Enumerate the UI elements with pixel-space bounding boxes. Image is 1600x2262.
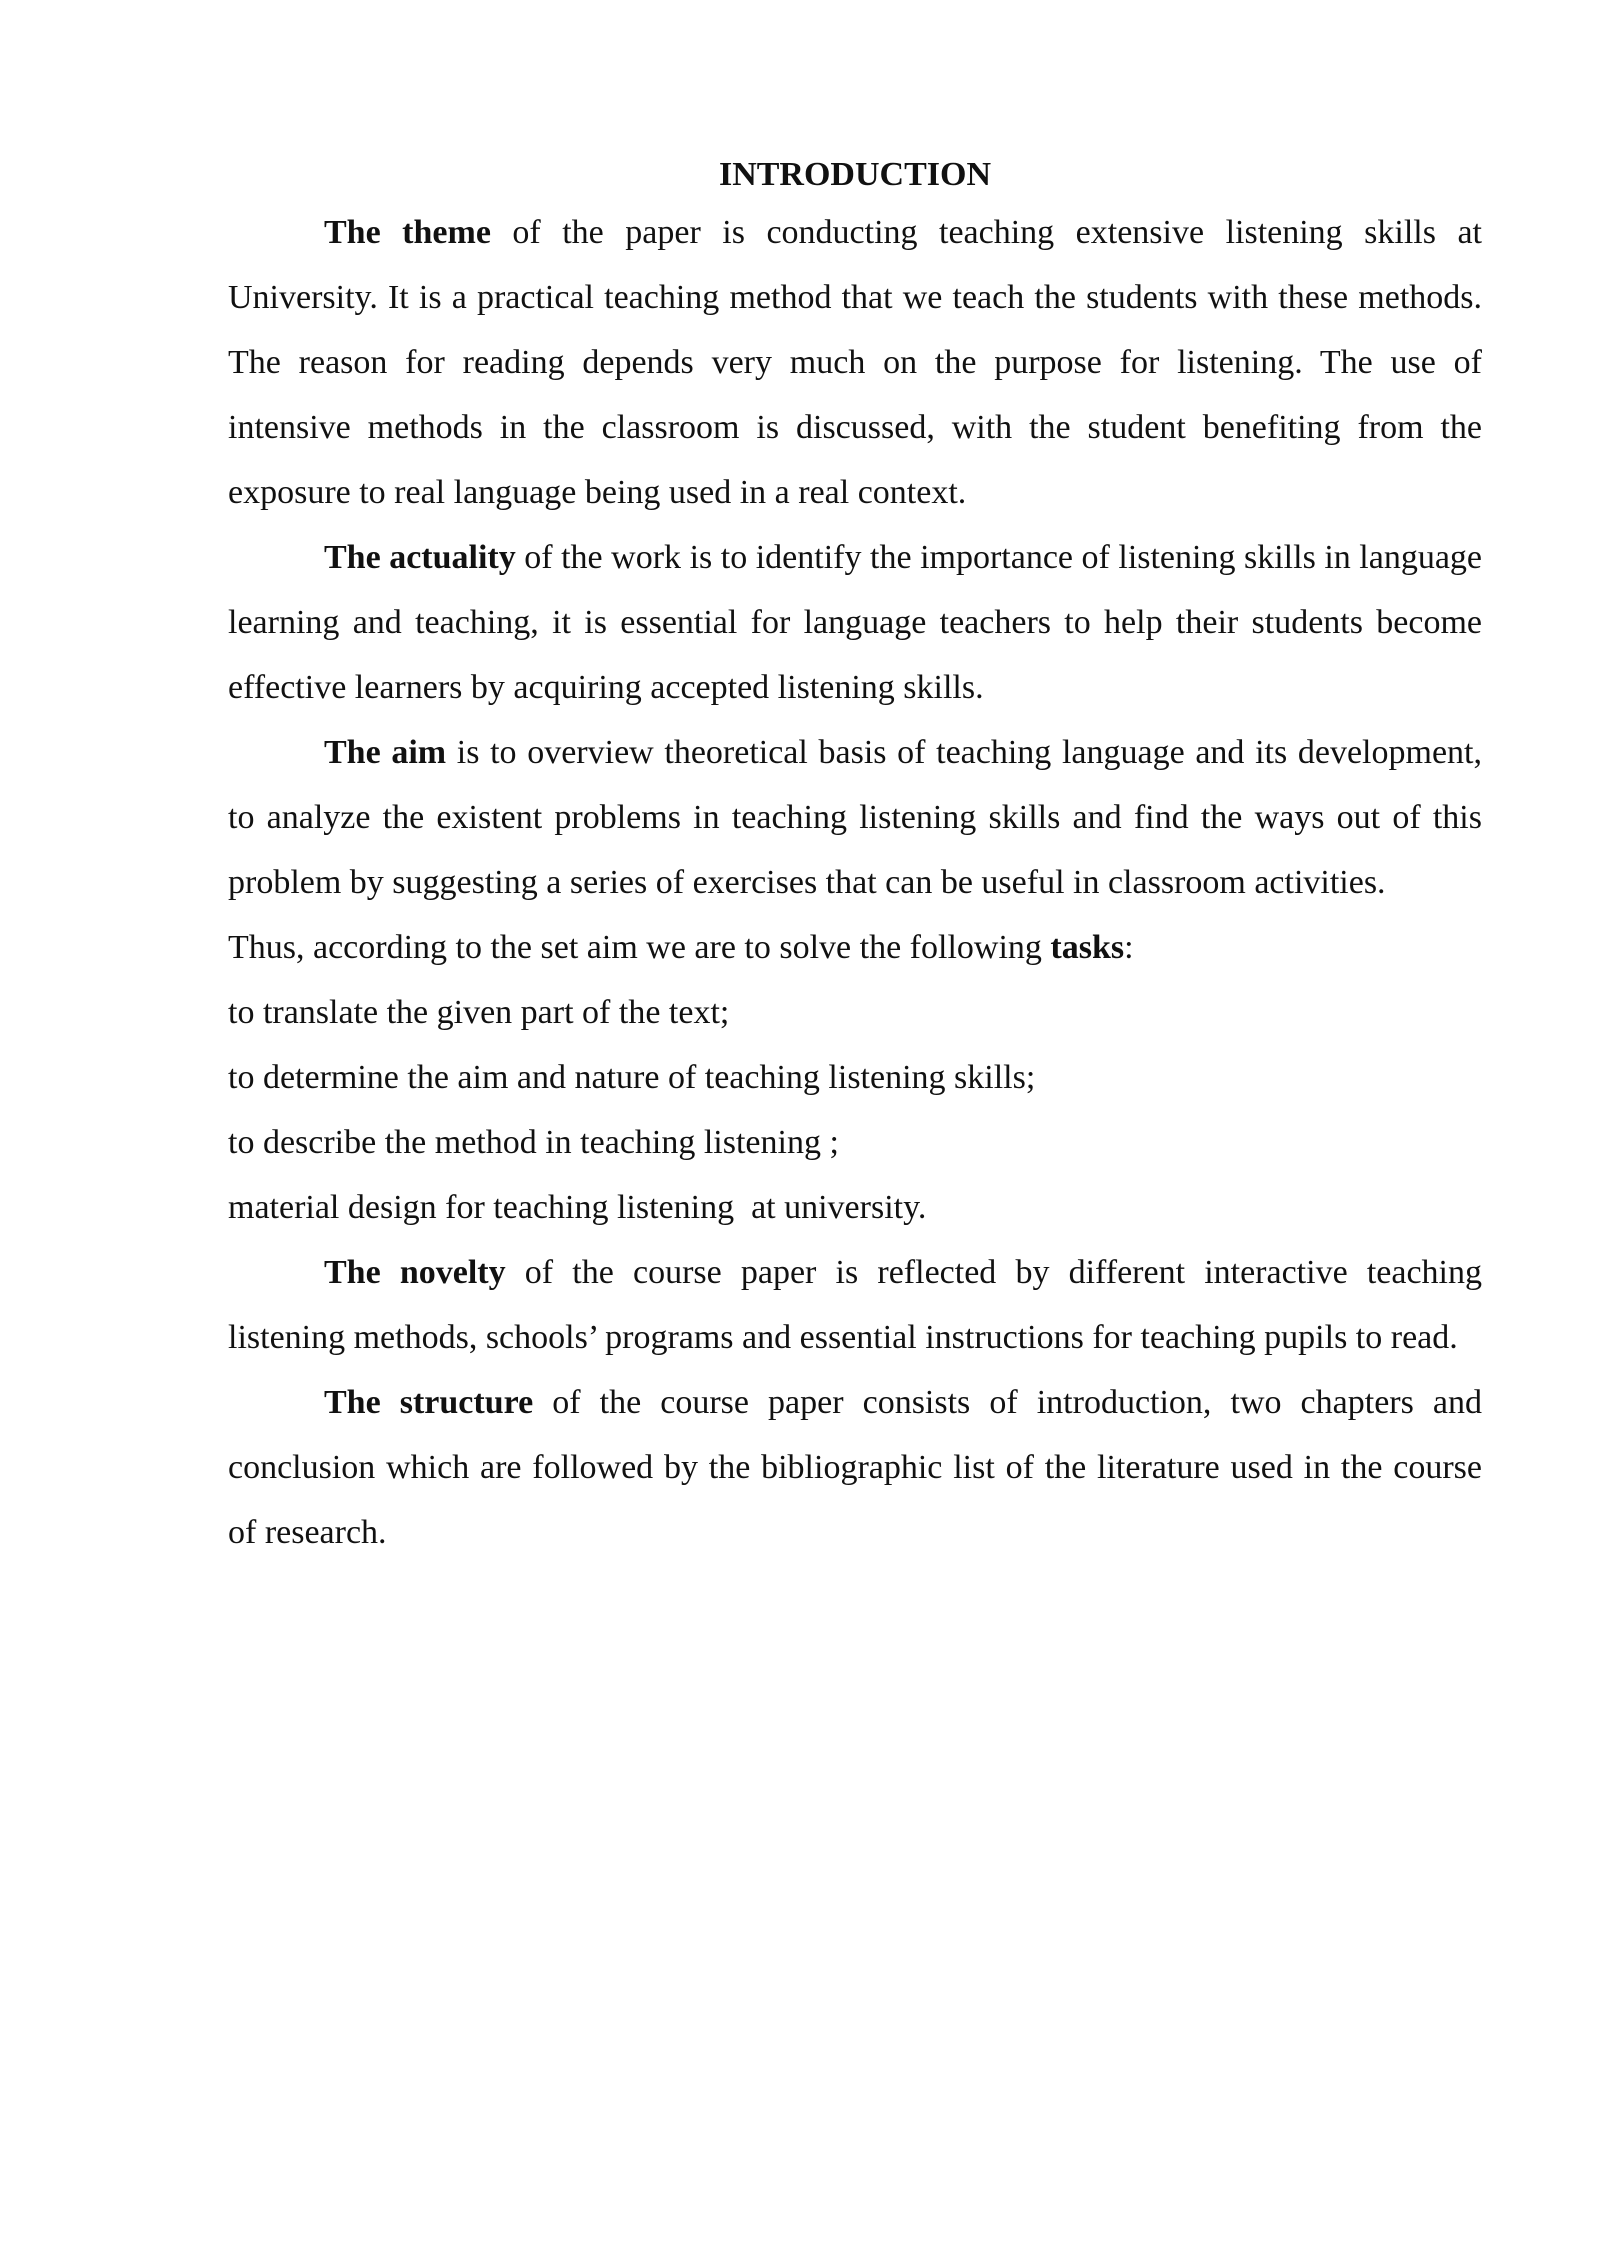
- paragraph-text: of the paper is conducting teaching extensive listening skills at University. It is a practical teaching method that we teach the students with these methods. The reason for reading depends very much on the purpose for listening. The use of intensive methods in the classroom is discussed, with the student benefiting from the exposure to real language being used in a real context.: [228, 214, 1483, 511]
- paragraph-text: of the course paper is reflected by different interactive teaching listening methods, schools’ programs and essential instructions for teaching pupils to read.: [228, 1254, 1482, 1356]
- document-body: [228, 150, 1482, 1565]
- paragraph-text: of the course paper consists of introduction, two chapters and conclusion which are followed by the bibliographic list of the literature used in the course of research.: [228, 1384, 1482, 1551]
- task-item: to translate the given part of the text;: [228, 994, 730, 1031]
- paragraph-lead: The structure: [324, 1384, 534, 1421]
- tasks-intro-text: Thus, according to the set aim we are to solve the following: [228, 929, 1051, 966]
- task-item: material design for teaching listening at university.: [228, 1189, 927, 1226]
- paragraph-lead: The novelty: [324, 1254, 506, 1291]
- paragraph-lead: The theme: [324, 214, 491, 251]
- tasks-keyword: tasks: [1050, 929, 1125, 966]
- task-item: to describe the method in teaching listening ;: [228, 1124, 839, 1161]
- tasks-intro: [228, 915, 1482, 980]
- page-title: INTRODUCTION: [718, 156, 992, 193]
- paragraph-aim: [228, 720, 1482, 915]
- paragraph-theme: [228, 200, 1482, 525]
- paragraph-text: of the work is to identify the importance of listening skills in language learning and teaching, it is essential for language teachers to help their students become effective learners by acquiring accepted listening skills.: [228, 539, 1483, 706]
- paragraph-structure: [228, 1370, 1482, 1565]
- paragraph-actuality: [228, 525, 1482, 720]
- task-item: to determine the aim and nature of teaching listening skills;: [228, 1059, 1036, 1096]
- paragraph-novelty: [228, 1240, 1482, 1370]
- tasks-intro-colon: :: [1124, 929, 1134, 966]
- paragraph-text: is to overview theoretical basis of teaching language and its development, to analyze the existent problems in teaching listening skills and find the ways out of this problem by suggesting a series of exercises that can be useful in classroom activities.: [228, 734, 1482, 901]
- paragraph-lead: The actuality: [324, 539, 516, 576]
- paragraph-lead: The aim: [324, 734, 447, 771]
